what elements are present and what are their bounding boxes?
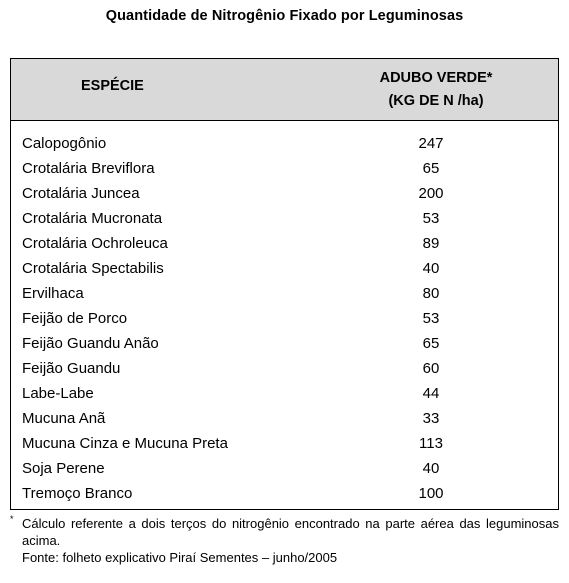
species-cell: Crotalária Juncea — [22, 185, 140, 202]
table-row — [11, 431, 558, 456]
footnote-text — [10, 515, 559, 549]
table-row — [11, 356, 558, 381]
nitrogen-value-cell: 65 — [422, 160, 440, 177]
table-row — [11, 206, 558, 231]
footnote-body: Cálculo referente a dois terços do nitrogênio encontrado na parte aérea das leguminosas acima. — [22, 516, 559, 548]
nitrogen-value-cell: 40 — [422, 460, 440, 477]
table-body — [11, 131, 558, 506]
nitrogen-value-cell: 200 — [418, 185, 444, 202]
table-row — [11, 406, 558, 431]
column-header-species: ESPÉCIE — [81, 78, 144, 94]
nitrogen-value-cell: 89 — [422, 235, 440, 252]
document-title: Quantidade de Nitrogênio Fixado por Leguminosas — [105, 8, 464, 24]
nitrogen-value-cell: 65 — [422, 335, 440, 352]
table-row — [11, 256, 558, 281]
footnote — [10, 515, 559, 566]
column-header-adubo-line2: (KG DE N /ha) — [388, 93, 484, 109]
table-row — [11, 331, 558, 356]
table-row — [11, 381, 558, 406]
nitrogen-value-cell: 40 — [422, 260, 440, 277]
table-header — [11, 59, 558, 121]
footnote-source: Fonte: folheto explicativo Piraí Sementes – junho/2005 — [22, 550, 338, 565]
nitrogen-value-cell: 247 — [418, 135, 444, 152]
species-cell: Crotalária Mucronata — [22, 210, 163, 227]
species-cell: Feijão de Porco — [22, 310, 128, 327]
species-cell: Tremoço Branco — [22, 485, 133, 502]
table-row — [11, 456, 558, 481]
species-cell: Crotalária Breviflora — [22, 160, 155, 177]
nitrogen-value-cell: 53 — [422, 310, 440, 327]
legume-nitrogen-table — [10, 58, 559, 510]
species-cell: Calopogônio — [22, 135, 107, 152]
species-cell: Soja Perene — [22, 460, 105, 477]
nitrogen-value-cell: 80 — [422, 285, 440, 302]
nitrogen-value-cell: 44 — [422, 385, 440, 402]
nitrogen-value-cell: 60 — [422, 360, 440, 377]
column-header-adubo-line1: ADUBO VERDE* — [379, 70, 493, 86]
table-row — [11, 481, 558, 506]
column-header-adubo-verde — [341, 67, 531, 113]
species-cell: Feijão Guandu — [22, 360, 121, 377]
species-cell: Mucuna Cinza e Mucuna Preta — [22, 435, 228, 452]
species-cell: Mucuna Anã — [22, 410, 106, 427]
table-row — [11, 231, 558, 256]
nitrogen-value-cell: 100 — [418, 485, 444, 502]
nitrogen-value-cell: 113 — [419, 435, 443, 452]
species-cell: Crotalária Ochroleuca — [22, 235, 168, 252]
nitrogen-value-cell: 53 — [422, 210, 440, 227]
table-row — [11, 131, 558, 156]
table-row — [11, 181, 558, 206]
species-cell: Feijão Guandu Anão — [22, 335, 159, 352]
table-row — [11, 156, 558, 181]
table-row — [11, 281, 558, 306]
species-cell: Crotalária Spectabilis — [22, 260, 164, 277]
nitrogen-value-cell: 33 — [422, 410, 440, 427]
footnote-mark: * — [10, 514, 14, 524]
species-cell: Ervilhaca — [22, 285, 84, 302]
table-row — [11, 306, 558, 331]
species-cell: Labe-Labe — [22, 385, 94, 402]
